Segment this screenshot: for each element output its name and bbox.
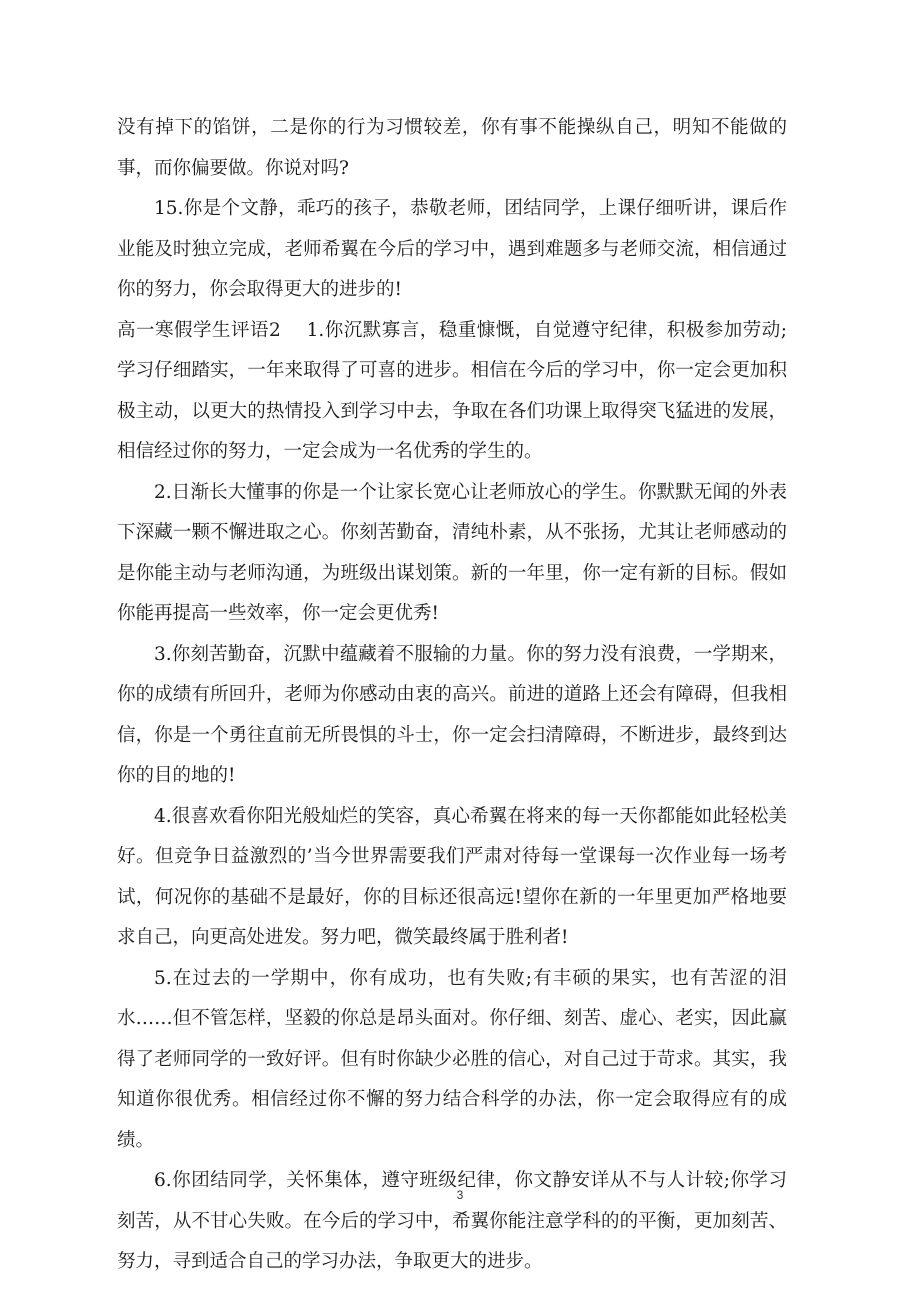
paragraph-comment-15: 15.你是个文静，乖巧的孩子，恭敬老师，团结同学，上课仔细听讲，课后作业能及时独立完成，老师希翼在今后的学习中，遇到难题多与老师交流，相信通过你的努力，你会取得更大的进步的! bbox=[117, 198, 787, 300]
section-heading-paragraph bbox=[117, 311, 787, 473]
paragraph-continued: 没有掉下的馅饼，二是你的行为习惯较差，你有事不能操纵自己，明知不能做的事，而你偏要做。你说对吗? bbox=[117, 117, 787, 179]
section-heading: 高一寒假学生评语2 bbox=[117, 319, 281, 341]
paragraph-comment-4: 4.很喜欢看你阳光般灿烂的笑容，真心希翼在将来的每一天你都能如此轻松美好。但竞争日益激烈的’当今世界需要我们严肃对待每一堂课每一次作业每一场考试，何况你的基础不是最好，你的目标还很高远!望你在新的一年里更加严格地要求自己，向更高处进发。努力吧，微笑最终属于胜利者! bbox=[117, 805, 787, 948]
paragraph-comment-3: 3.你刻苦勤奋，沉默中蕴藏着不服输的力量。你的努力没有浪费，一学期来，你的成绩有所回升，老师为你感动由衷的高兴。前进的道路上还会有障碍，但我相信，你是一个勇往直前无所畏惧的斗士，你一定会扫清障碍，不断进步，最终到达你的目的地的! bbox=[117, 643, 787, 786]
paragraph-comment-1: 1.你沉默寡言，稳重慷慨，自觉遵守纪律，积极参加劳动;学习仔细踏实，一年来取得了可喜的进步。相信在今后的学习中，你一定会更加积极主动，以更大的热情投入到学习中去，争取在各们功课上取得突飞猛进的发展，相信经过你的努力，一定会成为一名优秀的学生的。 bbox=[117, 319, 787, 462]
document-body bbox=[117, 108, 787, 1283]
page-number: 3 bbox=[456, 1188, 464, 1202]
paragraph-comment-5: 5.在过去的一学期中，你有成功，也有失败;有丰硕的果实，也有苦涩的泪水……但不管怎样，坚毅的你总是昂头面对。你仔细、刻苦、虚心、老实，因此赢得了老师同学的一致好评。但有时你缺少必胜的信心，对自己过于苛求。其实，我知道你很优秀。相信经过你不懈的努力结合科学的办法，你一定会取得应有的成绩。 bbox=[117, 967, 787, 1151]
paragraph-comment-2: 2.日渐长大懂事的你是一个让家长宽心让老师放心的学生。你默默无闻的外表下深藏一颗不懈进取之心。你刻苦勤奋，清纯朴素，从不张扬，尤其让老师感动的是你能主动与老师沟通，为班级出谋划策。新的一年里，你一定有新的目标。假如你能再提高一些效率，你一定会更优秀! bbox=[117, 481, 787, 624]
paragraph-comment-6: 6.你团结同学，关怀集体，遵守班级纪律，你文静安详从不与人计较;你学习刻苦，从不甘心失败。在今后的学习中，希翼你能注意学科的的平衡，更加刻苦、努力，寻到适合自己的学习办法，争取更大的进步。 bbox=[117, 1170, 787, 1272]
